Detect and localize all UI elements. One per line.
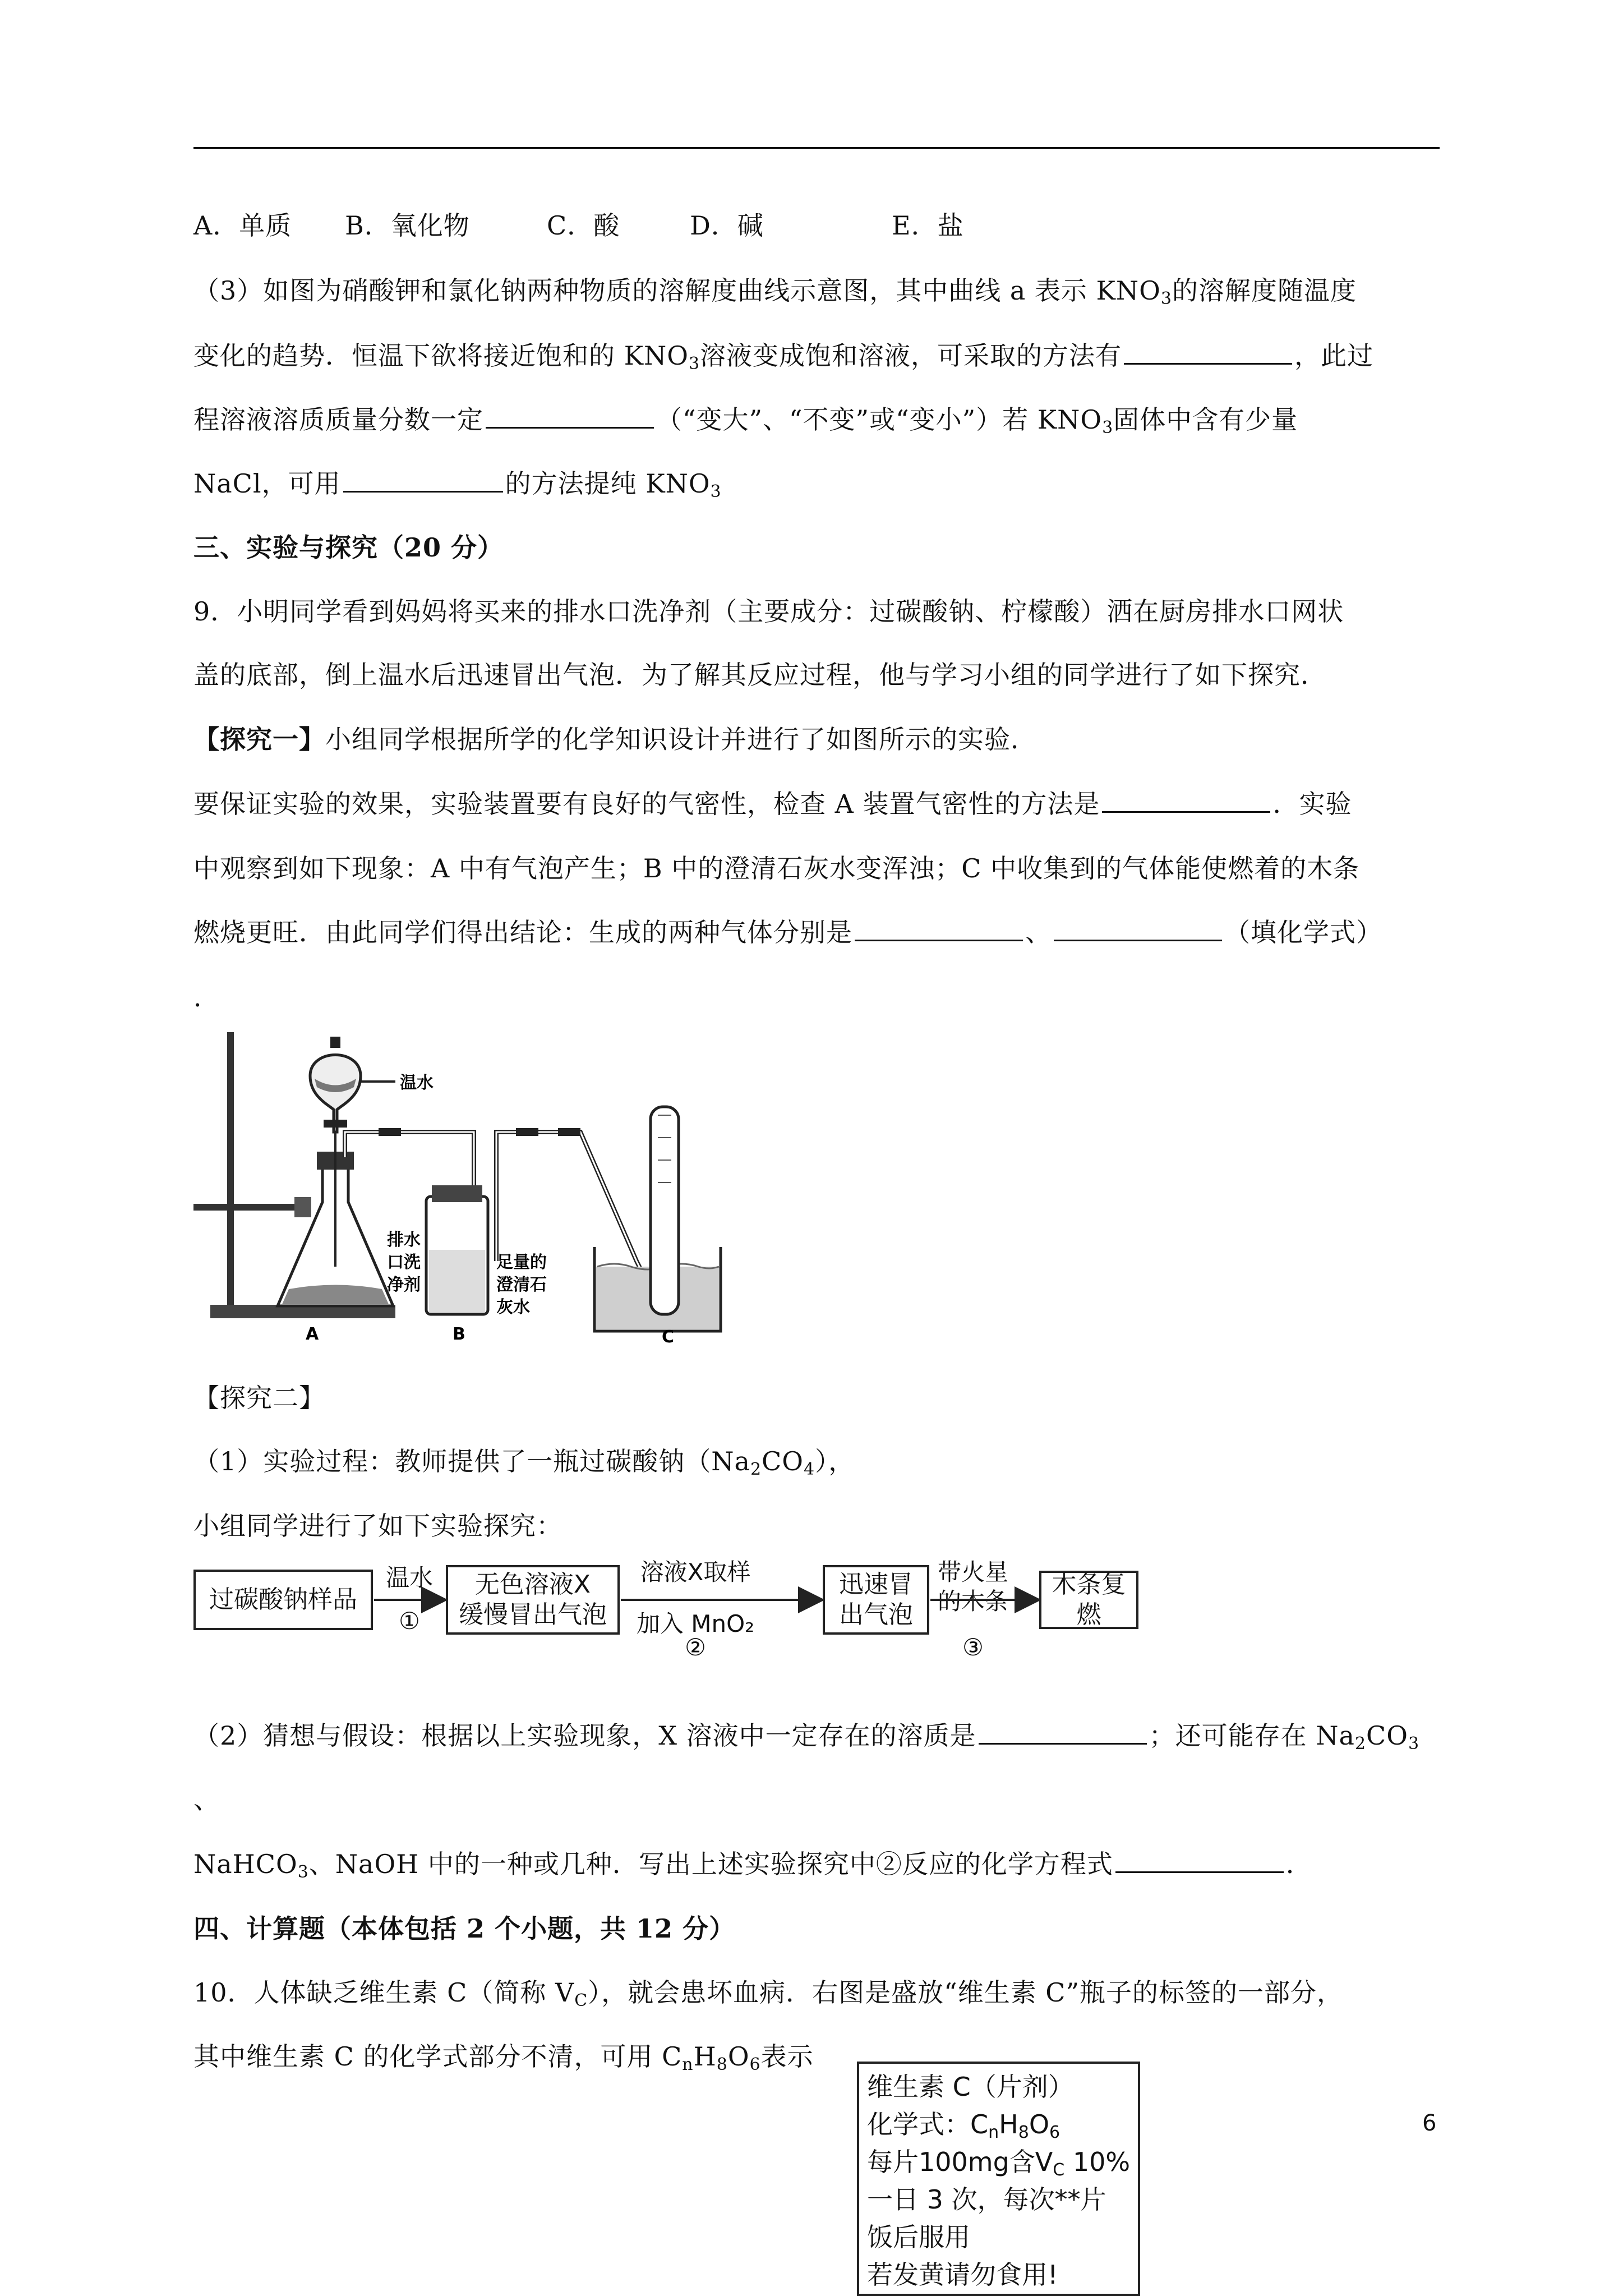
q9-line-3: 【探究一】小组同学根据所学的化学知识设计并进行了如图所示的实验． — [193, 724, 1037, 754]
q3-line-1: （3）如图为硝酸钾和氯化钠两种物质的溶解度曲线示意图，其中曲线 a 表示 $KNO_3$的溶解度随温度 — [193, 275, 1357, 309]
clamp-arm — [193, 1204, 300, 1211]
flow-box-solution-x: 无色溶液X 缓慢冒出气泡 — [446, 1565, 620, 1635]
label-line-3: 每片100mg含$V_C$ 10% — [867, 2147, 1131, 2180]
q9-line-2: 盖的底部，倒上温水后迅速冒出气泡．为了解其反应过程，他与学习小组的同学进行了如下探究． — [193, 660, 1327, 690]
flow-arrow-3-bottom: ③ — [962, 1634, 984, 1661]
label-line-1: 维生素 C（片剂） — [867, 2072, 1074, 2102]
flow-arrow-2-bottom: ② — [685, 1634, 706, 1661]
label-a: A — [306, 1324, 319, 1344]
header-rule — [193, 147, 1440, 149]
flow-arrow-2-top: 溶液X取样 — [640, 1558, 751, 1586]
limewater-label-2: 澄清石 — [496, 1275, 547, 1295]
explore-2-line-5: NaHCO$_3$、NaOH 中的一种或几种．写出上述实验探究中②反应的化学方程式 ． — [193, 1849, 1312, 1882]
label-b: B — [453, 1324, 465, 1344]
label-line-2: 化学式：$C_nH_8O_6$ — [867, 2109, 1061, 2142]
q9-line-5: 中观察到如下现象：A 中有气泡产生；B 中的澄清石灰水变浑浊；C 中收集到的气体能使燃着的木条 — [193, 853, 1360, 884]
flow-box-relight: 木条复燃 — [1039, 1571, 1138, 1629]
drain-cleaner-label-2: 口洗 — [387, 1253, 421, 1272]
drain-cleaner-label-3: 净剂 — [387, 1275, 421, 1295]
vitamin-c-label — [857, 2062, 1140, 2296]
q10-line-1: 10．人体缺乏维生素 C（简称 $V_C$），就会患坏血病．右图是盛放“维生素 C”瓶子的标签的一部分， — [193, 1977, 1344, 2010]
q9-line-4: 要保证实验的效果，实验装置要有良好的气密性，检查 A 装置气密性的方法是 ．实验 — [193, 789, 1352, 819]
label-c: C — [662, 1327, 675, 1346]
flow-box-bubbles: 迅速冒 出气泡 — [823, 1565, 929, 1635]
q3-line-2: 变化的趋势．恒温下欲将接近饱和的 $KNO_3$溶液变成饱和溶液，可采取的方法有 ，此过 — [193, 341, 1374, 374]
option-a: A．单质 — [193, 210, 292, 241]
option-e: E．盐 — [892, 210, 964, 241]
answer-blank[interactable] — [979, 1719, 1147, 1745]
warm-water-label: 温水 — [400, 1073, 434, 1093]
explore-2-line-3: （2）猜想与假设：根据以上实验现象，X 溶液中一定存在的溶质是 ；还可能存在 $Na_2CO_3$ — [193, 1720, 1420, 1754]
answer-blank[interactable] — [486, 403, 654, 429]
answer-blank[interactable] — [343, 467, 503, 493]
flow-box-sample: 过碳酸钠样品 — [193, 1570, 373, 1630]
q10-line-2: 其中维生素 C 的化学式部分不清，可用 $C_nH_8O_6$表示 — [193, 2041, 814, 2074]
flow-diagram — [193, 1554, 1138, 1666]
flow-arrow-3-top-1: 带火星 — [937, 1558, 1008, 1586]
explore-2-tag: 【探究二】 — [193, 1383, 325, 1413]
label-line-6: 若发黄请勿食用! — [867, 2260, 1058, 2290]
iron-stand-rod — [227, 1032, 234, 1307]
q3-line-3: 程溶液溶质质量分数一定 （“变大”、“不变”或“变小”）若 $KNO_3$固体中含有少量 — [193, 404, 1298, 438]
limewater-label-1: 足量的 — [496, 1253, 547, 1272]
apparatus-figure — [193, 1025, 735, 1346]
q9-line-6: 燃烧更旺．由此同学们得出结论：生成的两种气体分别是 、 （填化学式） — [193, 917, 1382, 947]
option-c: C．酸 — [547, 210, 620, 241]
drain-cleaner-label-1: 排水 — [387, 1230, 421, 1250]
label-line-4: 一日 3 次，每次**片 — [867, 2184, 1106, 2215]
answer-options — [193, 209, 964, 242]
flow-arrow-1-top: 温水 — [385, 1564, 433, 1591]
explore-2-line-4: 、 — [193, 1784, 220, 1815]
q3-line-4: NaCl，可用 的方法提纯 $KNO_3$ — [193, 468, 722, 501]
flow-arrow-1-bottom: ① — [399, 1607, 420, 1635]
answer-blank[interactable] — [1054, 916, 1222, 941]
answer-blank[interactable] — [855, 916, 1023, 941]
answer-blank[interactable] — [1102, 788, 1270, 813]
explore-2-line-2: 小组同学进行了如下实验探究： — [193, 1511, 562, 1541]
flow-arrow-2-mid: 加入 MnO₂ — [636, 1610, 755, 1637]
explore-2-line-1: （1）实验过程：教师提供了一瓶过碳酸钠$(Na_2CO_4)$， — [193, 1446, 855, 1479]
section-4-title: 四、计算题（本体包括 2 个小题，共 12 分） — [193, 1913, 736, 1944]
page-number: 6 — [1422, 2110, 1437, 2136]
limewater-label-3: 灰水 — [496, 1297, 530, 1317]
section-3-title: 三、实验与探究（20 分） — [193, 532, 504, 563]
answer-blank[interactable] — [1124, 339, 1292, 365]
explore-1-tag: 【探究一】 — [193, 724, 325, 754]
clamp — [294, 1197, 311, 1217]
option-d: D．碱 — [690, 210, 764, 241]
answer-blank[interactable] — [1115, 1848, 1284, 1873]
q9-line-7: ． — [193, 982, 220, 1013]
flow-arrows — [193, 1554, 1138, 1666]
option-b: B．氧化物 — [345, 210, 470, 241]
label-line-5: 饭后服用 — [867, 2222, 970, 2252]
q9-line-1: 9．小明同学看到妈妈将买来的排水口洗净剂（主要成分：过碳酸钠、柠檬酸）洒在厨房排水口网状 — [193, 596, 1344, 627]
flow-arrow-3-top-2: 的木条 — [937, 1588, 1008, 1615]
